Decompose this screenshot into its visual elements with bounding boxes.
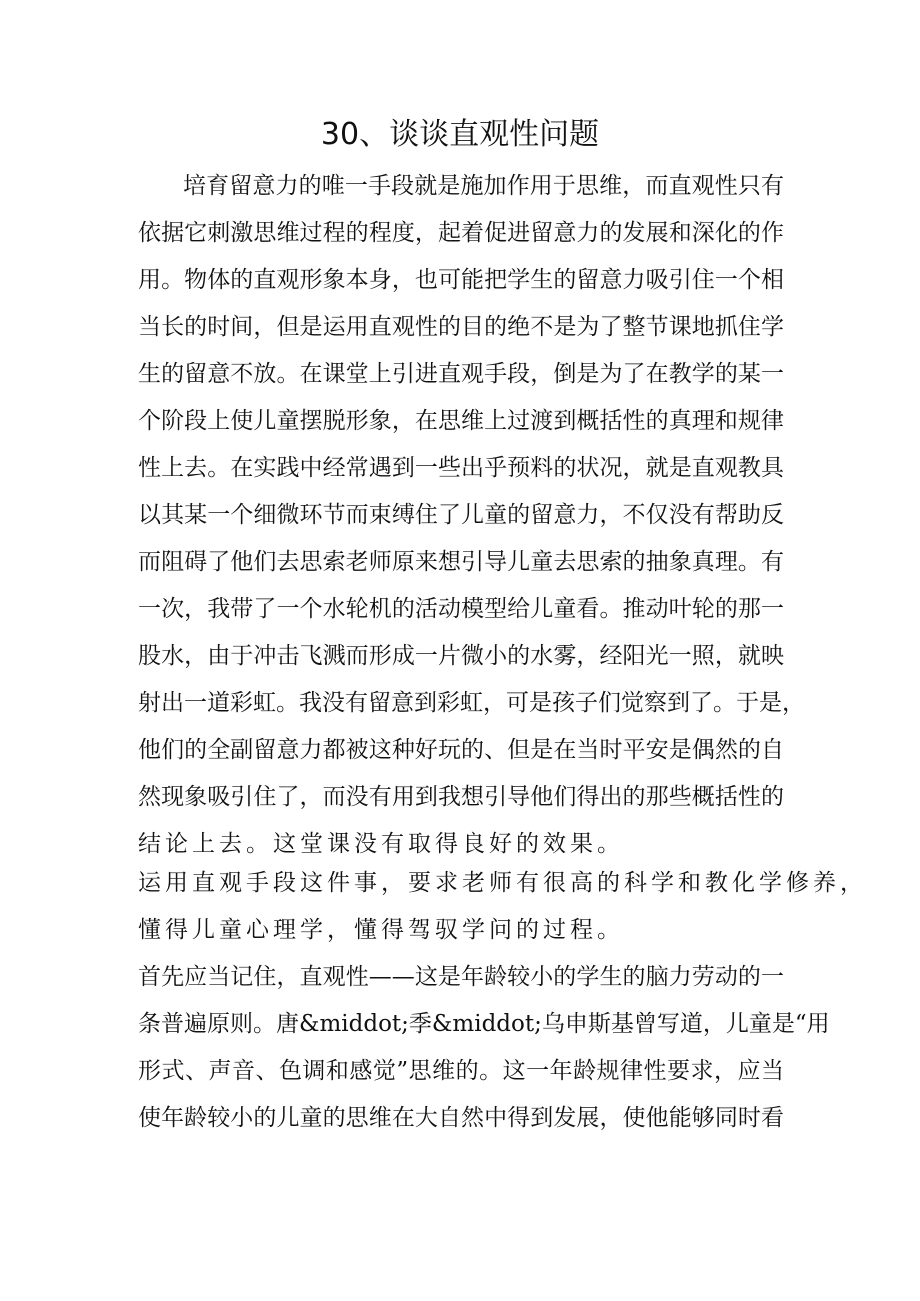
document-title: 30、谈谈直观性问题 bbox=[320, 117, 600, 152]
text-line: 然现象吸引住了，而没有用到我想引导他们得出的那些概括性的 bbox=[138, 784, 784, 810]
text-line: 射出一道彩虹。我没有留意到彩虹，可是孩子们觉察到了。于是， bbox=[138, 690, 805, 716]
text-line: 个阶段上使儿童摆脱形象，在思维上过渡到概括性的真理和规律 bbox=[138, 408, 784, 434]
text-line: 当长的时间，但是运用直观性的目的绝不是为了整节课地抓住学 bbox=[138, 314, 784, 340]
text-line: 懂得儿童心理学，懂得驾驭学问的过程。 bbox=[138, 917, 624, 943]
text-line: 以其某一个细微环节而束缚住了儿童的留意力，不仅没有帮助反 bbox=[138, 502, 784, 528]
text-line: 首先应当记住，直观性——这是年龄较小的学生的脑力劳动的一 bbox=[138, 964, 784, 990]
text-line: 而阻碍了他们去思索老师原来想引导儿童去思索的抽象真理。有 bbox=[138, 549, 784, 575]
text-line: 一次，我带了一个水轮机的活动模型给儿童看。推动叶轮的那一 bbox=[138, 596, 784, 622]
text-line: 他们的全副留意力都被这种好玩的、但是在当时平安是偶然的自 bbox=[138, 737, 784, 763]
text-line: 运用直观手段这件事，要求老师有很高的科学和教化学修养， bbox=[138, 870, 867, 896]
text-line: 使年龄较小的儿童的思维在大自然中得到发展，使他能够同时看 bbox=[138, 1105, 784, 1131]
text-line: 性上去。在实践中经常遇到一些出乎预料的状况，就是直观教具 bbox=[138, 455, 784, 481]
text-line: 培育留意力的唯一手段就是施加作用于思维，而直观性只有 bbox=[183, 173, 784, 199]
text-line: 股水，由于冲击飞溅而形成一片微小的水雾，经阳光一照，就映 bbox=[138, 643, 784, 669]
text-line: 形式、声音、色调和感觉”思维的。这一年龄规律性要求，应当 bbox=[138, 1058, 784, 1084]
text-line: 用。物体的直观形象本身，也可能把学生的留意力吸引住一个相 bbox=[138, 267, 784, 293]
text-line: 依据它刺激思维过程的程度，起着促进留意力的发展和深化的作 bbox=[138, 220, 784, 246]
text-line: 结论上去。这堂课没有取得良好的效果。 bbox=[138, 831, 624, 857]
text-line: 条普遍原则。唐&middot;季&middot;乌申斯基曾写道，儿童是“用 bbox=[138, 1011, 830, 1037]
text-line: 生的留意不放。在课堂上引进直观手段，倒是为了在教学的某一 bbox=[138, 361, 784, 387]
